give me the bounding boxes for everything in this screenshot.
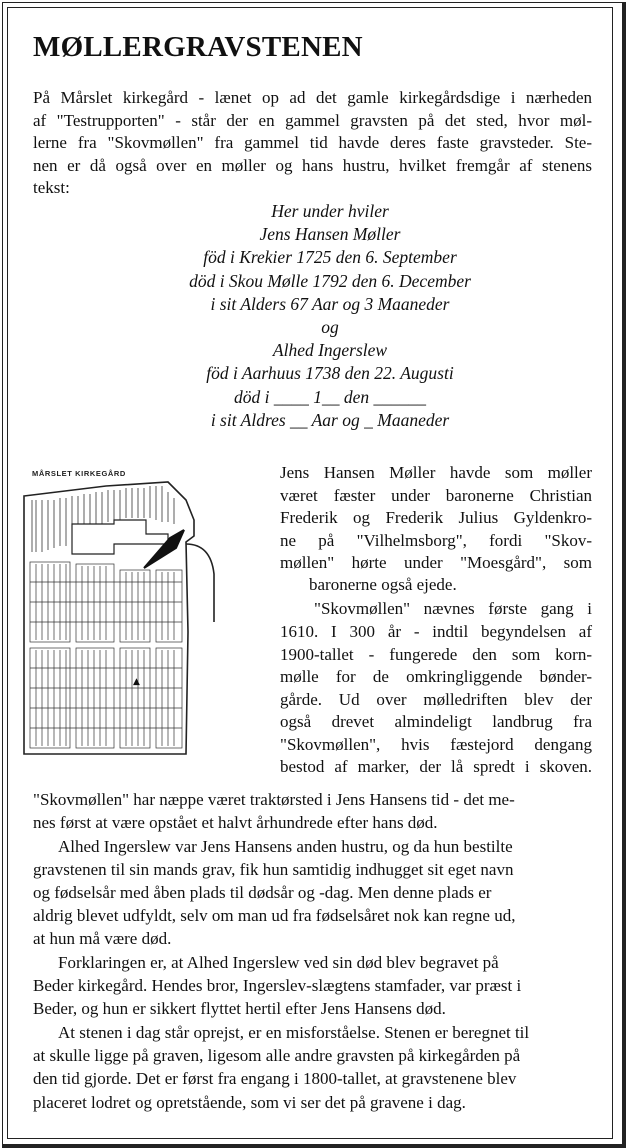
text-line: 1900-tallet - fungerede den som korn- (280, 644, 592, 664)
cemetery-boundary (24, 482, 194, 754)
right-paragraph-1 (280, 462, 592, 575)
body-line: at skulle ligge på graven, ligesom alle andre gravsten på kirkegården på (33, 1046, 521, 1065)
body-line: nes først at være opstået et halvt århundrede efter hans død. (33, 813, 438, 832)
text-line: mølle for de omkringliggende bønder- (280, 667, 592, 686)
text-line: baronerne også ejede. (309, 575, 457, 594)
text-line: "Skovmøllen" nævnes første gang i (314, 599, 592, 618)
body-line: Beder kirkegård. Hendes bror, Ingerslev-slægtens stamfader, var præst i (33, 976, 522, 995)
right-paragraph-2-cont (280, 621, 592, 779)
church-building (72, 520, 168, 554)
inscription-line: i sit Aldres __ Aar og _ Maaneder (210, 409, 450, 430)
text-line: "Skovmøllen", hvis fæstejord dengang (280, 734, 592, 754)
intro-line: lerne fra "Skovmøllen" fra gammel tid havde deres faste gravsteder. Ste- (33, 133, 592, 152)
body-line: og fødselsår med åben plads til dødsår og -dag. Men denne plads er (33, 883, 492, 902)
text-line: 1610. I 300 år - indtil begyndelsen af (280, 622, 592, 641)
right-paragraph-2 (292, 598, 592, 621)
intro-line: På Mårslet kirkegård - lænet op ad det gamle kirkegårdsdige i nærheden (33, 88, 592, 107)
inscription-line: i sit Alders 67 Aar og 3 Maaneder (210, 293, 450, 314)
map-marker-icon: ▲ (133, 677, 140, 687)
cemetery-path (186, 544, 214, 622)
inscription-line: föd i Krekier 1725 den 6. September (203, 247, 457, 268)
gravestone-inscription (140, 200, 520, 432)
body-line: Beder, og hun er sikkert flyttet hertil efter Jens Hansens død. (33, 999, 446, 1018)
inscription-line: og (321, 317, 339, 338)
text-line: også drevet almindeligt landbrug fra (280, 712, 592, 731)
text-line: Jens Hansen Møller havde som møller (280, 463, 592, 482)
body-line: placeret lodret og opretstående, som vi ser det på gravene i dag. (33, 1093, 466, 1112)
inscription-line: föd i Aarhuus 1738 den 22. Augusti (206, 363, 454, 384)
body-line: den tid gjorde. Det er først fra engang i 1800-tallet, at gravstenene blev (33, 1069, 517, 1088)
body-line: at hun må være død. (33, 929, 172, 948)
intro-paragraph (33, 87, 592, 177)
text-line: bestod af marker, der lå spredt i skoven. (280, 757, 592, 776)
body-line: gravstenen til sin mands grav, fik hun samtidig indhugget sit eget navn (33, 860, 514, 879)
body-line: Forklaringen er, at Alhed Ingerslew ved sin død blev begravet på (58, 953, 499, 972)
body-line: aldrig blevet udfyldt, selv om man ud fra fødselsåret nok kan regne ud, (33, 906, 516, 925)
inscription-line: död i Skou Mølle 1792 den 6. December (189, 270, 471, 291)
cemetery-map (18, 462, 268, 760)
inscription-line: Her under hviler (271, 201, 389, 221)
text-line: Frederik og Frederik Julius Gyldenkro- (280, 508, 592, 527)
text-line: været fæster under baronerne Christian (280, 485, 592, 505)
inscription-line: Jens Hansen Møller (259, 224, 401, 245)
body-line: "Skovmøllen" har næppe været traktørsted i Jens Hansens tid - det me- (33, 790, 515, 809)
article-title: MØLLERGRAVSTENEN (33, 31, 363, 63)
intro-line: nen er då også over en møller og hans hustru, hvilket fremgår af stenens (33, 155, 592, 175)
body-line: Alhed Ingerslew var Jens Hansens anden hustru, og da hun bestilte (58, 837, 513, 856)
intro-paragraph-end: tekst: (33, 178, 70, 197)
inscription-line: Alhed Ingerslew (272, 340, 388, 361)
map-label: MÅRSLET KIRKEGÅRD (32, 469, 126, 478)
intro-line: af "Testrupporten" - står der en gammel gravsten på det sted, hvor møl- (33, 110, 592, 130)
body-line: At stenen i dag står oprejst, er en misforståelse. Stenen er beregnet til (58, 1023, 530, 1042)
text-line: møllen" hørte under "Moesgård", som (280, 553, 592, 572)
text-line: gårde. Ud over mølledriften blev der (280, 689, 592, 709)
inscription-line: död i ____ 1__ den ______ (233, 386, 426, 407)
grave-plots-lower (30, 562, 182, 748)
text-line: ne på "Vilhelmsborg", fordi "Skov- (280, 530, 592, 550)
